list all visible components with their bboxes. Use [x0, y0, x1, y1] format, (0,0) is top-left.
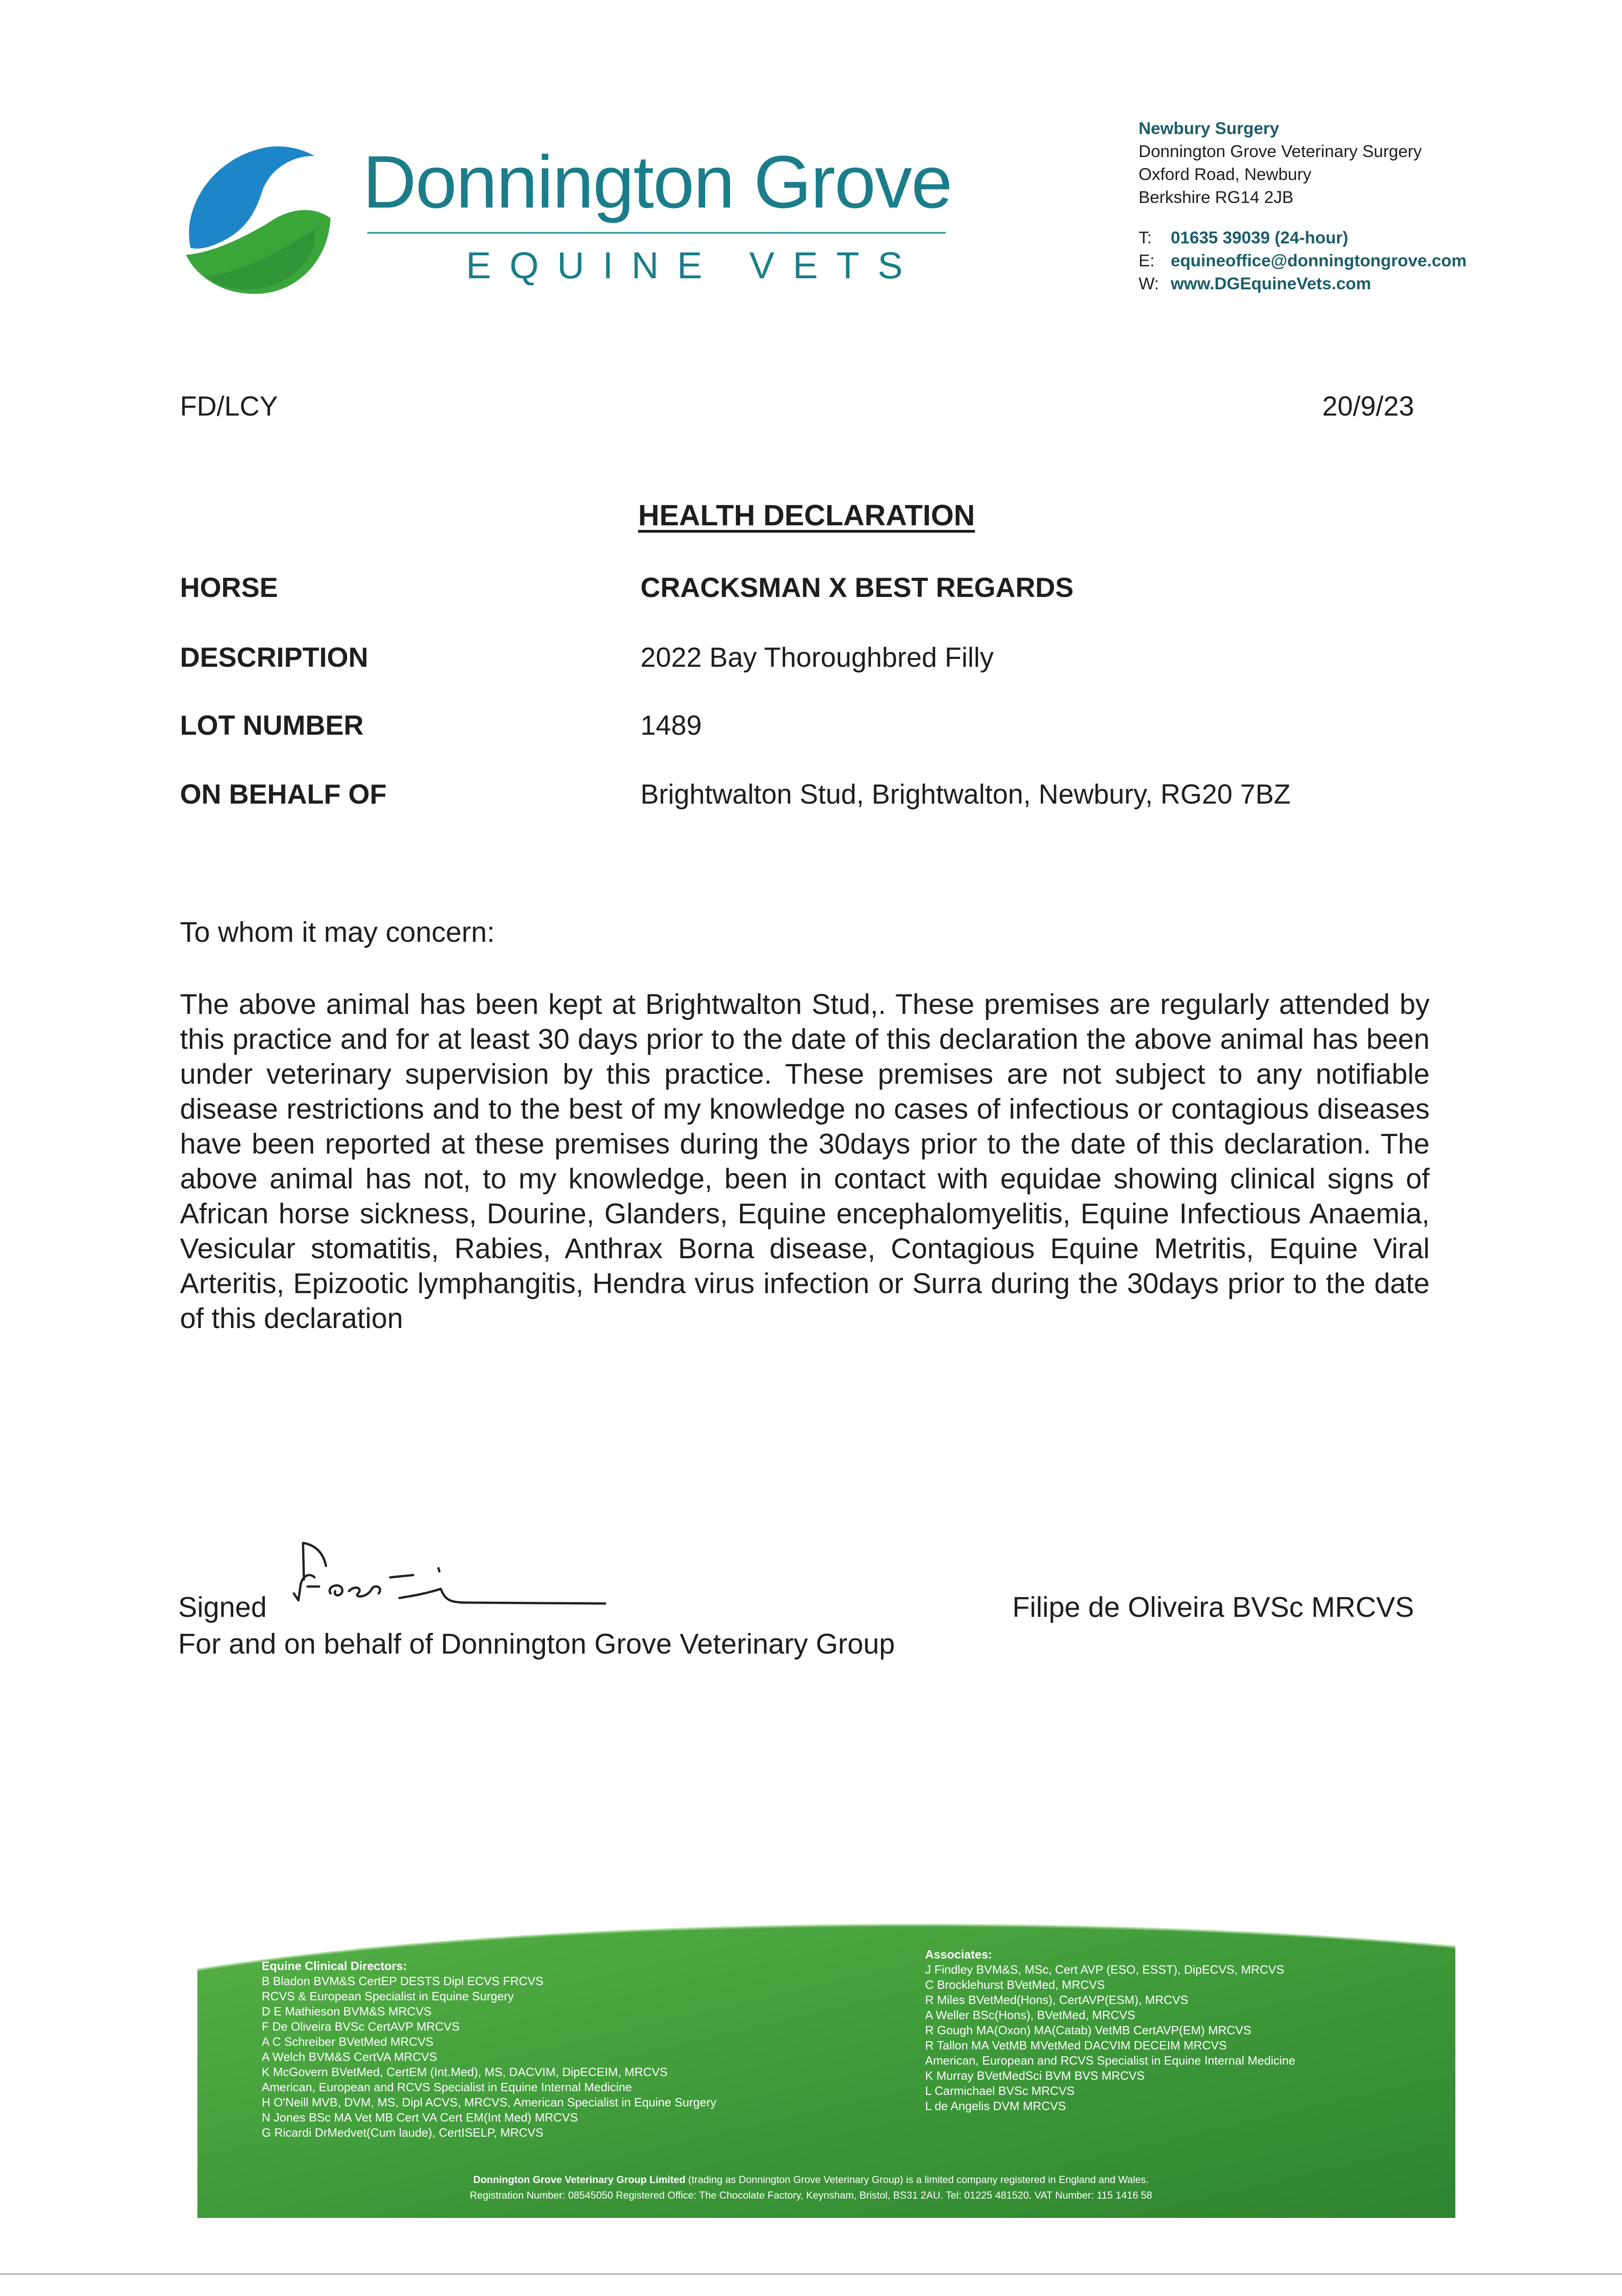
associate-line: C Brocklehurst BVetMed, MRCVS: [925, 1978, 1105, 1992]
director-line: RCVS & European Specialist in Equine Surgery: [262, 1989, 514, 2003]
associate-line: K Murray BVetMedSci BVM BVS MRCVS: [925, 2069, 1145, 2082]
director-line: B Bladon BVM&S CertEP DESTS Dipl ECVS FRCVS: [262, 1974, 544, 1988]
associate-line: A Weller BSc(Hons), BVetMed, MRCVS: [925, 2008, 1135, 2022]
associate-line: L de Angelis DVM MRCVS: [925, 2099, 1066, 2113]
associates-heading: Associates:: [925, 1947, 992, 1961]
address-line: Donnington Grove Veterinary Surgery: [1139, 142, 1422, 161]
associate-line: American, European and RCVS Specialist in Equine Internal Medicine: [925, 2054, 1296, 2067]
associate-line: R Gough MA(Oxon) MA(Catab) VetMB CertAVP(EM) MRCVS: [925, 2023, 1252, 2037]
associate-line: J Findley BVM&S, MSc, Cert AVP (ESO, ESST), DipECVS, MRCVS: [925, 1963, 1285, 1976]
declaration-body: The above animal has been kept at Brightwalton Stud,. These premises are regularly attended by this practice and for at least 30 days prior to the date of this declaration the above animal has been under veterinary supervision by this practice. These premises are not subject to any notifiable disease restrictions and to the best of my knowledge no cases of infectious or contagious diseases have been reported at these premises during the 30days prior to the date of this declaration. The above animal has not, to my knowledge, been in contact with equidae showing clinical signs of African horse sickness, Dourine, Glanders, Equine encephalomyelitis, Equine Infectious Anaemia, Vesicular stomatitis, Rabies, Anthrax Borna disease, Contagious Equine Metritis, Equine Viral Arteritis, Epizootic lymphangitis, Hendra virus infection or Surra during the 30days prior to the date of this declaration: [180, 989, 1430, 1334]
director-line: K McGovern BVetMed, CertEM (Int.Med), MS, DACVIM, DipECEIM, MRCVS: [262, 2065, 668, 2079]
phone-number: 01635 39039 (24-hour): [1171, 228, 1348, 247]
detail-value-horse: CRACKSMAN X BEST REGARDS: [640, 572, 1074, 603]
handwritten-signature: [275, 1520, 606, 1626]
salutation: To whom it may concern:: [180, 917, 495, 948]
page-bottom-rule: [0, 2273, 1622, 2275]
web-label: W:: [1139, 274, 1159, 293]
director-line: F De Oliveira BVSc CertAVP MRCVS: [262, 2020, 460, 2033]
director-line: H O'Neill MVB, DVM, MS, Dipl ACVS, MRCVS, American Specialist in Equine Surgery: [262, 2095, 717, 2109]
detail-value-on-behalf-of: Brightwalton Stud, Brightwalton, Newbury, RG20 7BZ: [640, 779, 1291, 810]
signed-label: Signed: [178, 1592, 267, 1623]
brand-subtitle: EQUINE VETS: [466, 245, 921, 287]
phone-row: [1139, 226, 1467, 249]
detail-label-description: DESCRIPTION: [180, 642, 369, 673]
signatory-name: Filipe de Oliveira BVSc MRCVS: [1012, 1592, 1414, 1623]
company-line-2: Registration Number: 08545050 Registered Office: The Chocolate Factory, Keynsham, Bristol, BS31 2AU. Tel: 01225 481520. VAT Number: 115 1416 58: [470, 2189, 1152, 2201]
director-line: American, European and RCVS Specialist in Equine Internal Medicine: [262, 2080, 632, 2094]
document-title: HEALTH DECLARATION: [638, 499, 975, 532]
footer-associates: [925, 1947, 1295, 2114]
brand-name: Donnington Grove: [363, 141, 952, 224]
address-line: Oxford Road, Newbury: [1139, 165, 1312, 184]
letter-date: 20/9/23: [1322, 391, 1414, 422]
detail-label-lot-number: LOT NUMBER: [180, 710, 364, 741]
director-line: A Welch BVM&S CertVA MRCVS: [262, 2050, 437, 2064]
email-address: equineoffice@donningtongrove.com: [1171, 251, 1467, 270]
detail-label-on-behalf-of: ON BEHALF OF: [180, 779, 387, 810]
associate-line: R Tallon MA VetMB MVetMed DACVIM DECEIM MRCVS: [925, 2038, 1227, 2052]
contact-block: [1139, 117, 1467, 295]
company-line-1: [0, 2172, 1622, 2188]
email-label: E:: [1139, 251, 1155, 270]
company-name: Donnington Grove Veterinary Group Limited: [473, 2174, 685, 2185]
surgery-name: Newbury Surgery: [1139, 119, 1280, 138]
footer-company-info: [0, 2172, 1622, 2203]
on-behalf-line: For and on behalf of Donnington Grove Veterinary Group: [178, 1628, 895, 1660]
associate-line: L Carmichael BVSc MRCVS: [925, 2084, 1075, 2098]
director-line: N Jones BSc MA Vet MB Cert VA Cert EM(Int Med) MRCVS: [262, 2110, 578, 2124]
phone-label: T:: [1139, 228, 1152, 247]
address-line: Berkshire RG14 2JB: [1139, 188, 1294, 207]
director-line: G Ricardi DrMedvet(Cum laude), CertISELP, MRCVS: [262, 2126, 544, 2139]
footer-directors: [262, 1958, 716, 2140]
detail-value-lot-number: 1489: [640, 710, 702, 741]
brand-divider: [367, 232, 946, 234]
detail-label-horse: HORSE: [180, 572, 278, 603]
company-line-1-text: (trading as Donnington Grove Veterinary Group) is a limited company registered in England and Wales.: [685, 2174, 1149, 2185]
web-row: [1139, 272, 1467, 295]
reference-code: FD/LCY: [180, 391, 278, 422]
director-line: A C Schreiber BVetMed MRCVS: [262, 2035, 434, 2048]
logo-icon: [177, 138, 337, 298]
directors-heading: Equine Clinical Directors:: [262, 1959, 407, 1973]
director-line: D E Mathieson BVM&S MRCVS: [262, 2004, 432, 2018]
email-row: [1139, 249, 1467, 272]
associate-line: R Miles BVetMed(Hons), CertAVP(ESM), MRCVS: [925, 1993, 1189, 2007]
web-address: www.DGEquineVets.com: [1171, 274, 1371, 293]
detail-value-description: 2022 Bay Thoroughbred Filly: [640, 642, 994, 673]
